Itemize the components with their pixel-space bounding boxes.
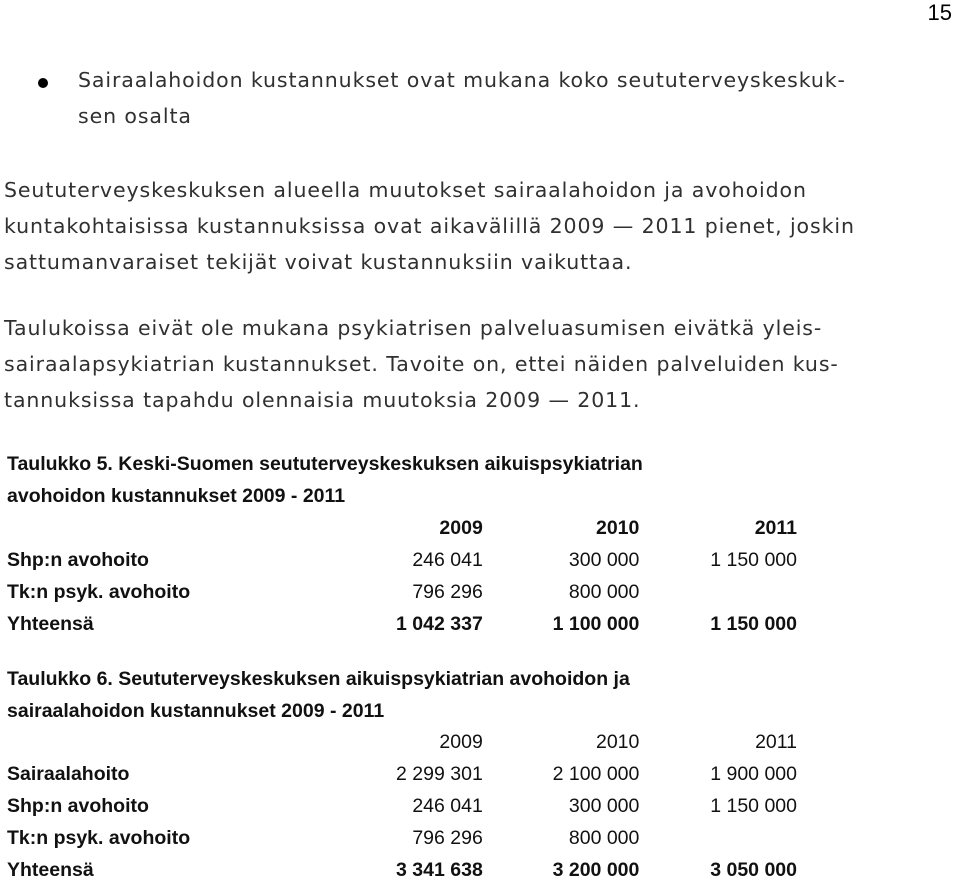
row-label: Shp:n avohoito — [7, 794, 149, 817]
table5 — [7, 512, 797, 640]
value-cell — [639, 822, 797, 854]
value-cell: 796 296 — [412, 826, 483, 849]
caption-line: Taulukko 6. Seututerveyskeskuksen aikuispsykiatrian avohoidon ja — [7, 668, 630, 690]
bullet-icon — [38, 78, 48, 88]
table-total-row — [7, 608, 797, 640]
row-label: Yhteensä — [7, 858, 94, 881]
value-cell: 246 041 — [412, 794, 483, 817]
caption-line: Taulukko 5. Keski-Suomen seututerveyskeskuksen aikuispsykiatrian — [7, 453, 643, 475]
header-label-cell — [7, 512, 312, 544]
table6-caption — [7, 663, 630, 727]
paragraph-line: sattumanvaraiset tekijät voivat kustannuksiin vaikuttaa. — [4, 250, 633, 274]
year-cell: 2011 — [755, 730, 797, 753]
value-cell: 1 150 000 — [710, 612, 797, 635]
header-label-cell — [7, 726, 312, 758]
year-cell: 2010 — [595, 516, 640, 539]
row-label: Shp:n avohoito — [7, 548, 149, 571]
paragraph-line: sairaalapsykiatrian kustannukset. Tavoite on, ettei näiden palveluiden kus- — [4, 352, 839, 376]
value-cell: 1 150 000 — [710, 794, 797, 817]
page-number: 15 — [927, 0, 952, 25]
year-cell: 2009 — [439, 516, 483, 539]
paragraph-line: Seututerveyskeskuksen alueella muutokset sairaalahoidon ja avohoidon — [4, 178, 807, 202]
value-cell: 3 050 000 — [710, 858, 797, 881]
year-cell: 2010 — [595, 730, 640, 753]
value-cell: 3 341 638 — [396, 858, 483, 881]
paragraph-changes — [4, 172, 855, 280]
caption-line: sairaalahoidon kustannukset 2009 - 2011 — [7, 700, 385, 722]
value-cell: 300 000 — [568, 548, 640, 571]
table-row — [7, 790, 797, 822]
table6 — [7, 726, 797, 886]
row-label: Tk:n psyk. avohoito — [7, 580, 191, 603]
year-cell: 2009 — [439, 730, 483, 753]
paragraph-line: Taulukoissa eivät ole mukana psykiatrisen palveluasumisen eivätkä yleis- — [4, 316, 823, 340]
row-label: Yhteensä — [7, 612, 94, 635]
table-row — [7, 822, 797, 854]
value-cell: 1 100 000 — [552, 612, 640, 635]
value-cell: 800 000 — [568, 580, 640, 603]
table-header-row — [7, 512, 797, 544]
value-cell: 800 000 — [568, 826, 640, 849]
row-label: Sairaalahoito — [7, 762, 130, 785]
value-cell: 1 150 000 — [710, 548, 797, 571]
table-row — [7, 758, 797, 790]
value-cell — [639, 576, 797, 608]
paragraph-exclusions — [4, 310, 839, 418]
paragraph-line: tannuksissa tapahdu olennaisia muutoksia 2009 — 2011. — [4, 388, 641, 412]
paragraph-line: kuntakohtaisissa kustannuksissa ovat aikavälillä 2009 — 2011 pienet, joskin — [4, 214, 855, 238]
value-cell: 300 000 — [568, 794, 640, 817]
table-header-row — [7, 726, 797, 758]
value-cell: 1 042 337 — [396, 612, 483, 635]
value-cell: 1 900 000 — [710, 762, 797, 785]
year-cell: 2011 — [754, 516, 797, 539]
bullet-line: Sairaalahoidon kustannukset ovat mukana koko seututerveyskeskuk- — [78, 68, 846, 92]
table-total-row — [7, 854, 797, 886]
value-cell: 2 299 301 — [396, 762, 483, 785]
value-cell: 246 041 — [412, 548, 483, 571]
value-cell: 3 200 000 — [552, 858, 640, 881]
value-cell: 2 100 000 — [552, 762, 640, 785]
bullet-text — [78, 62, 846, 134]
table-row — [7, 544, 797, 576]
table-row — [7, 576, 797, 608]
value-cell: 796 296 — [412, 580, 483, 603]
table5-caption — [7, 448, 643, 512]
bullet-line: sen osalta — [78, 104, 192, 128]
row-label: Tk:n psyk. avohoito — [7, 826, 191, 849]
caption-line: avohoidon kustannukset 2009 - 2011 — [7, 485, 346, 507]
